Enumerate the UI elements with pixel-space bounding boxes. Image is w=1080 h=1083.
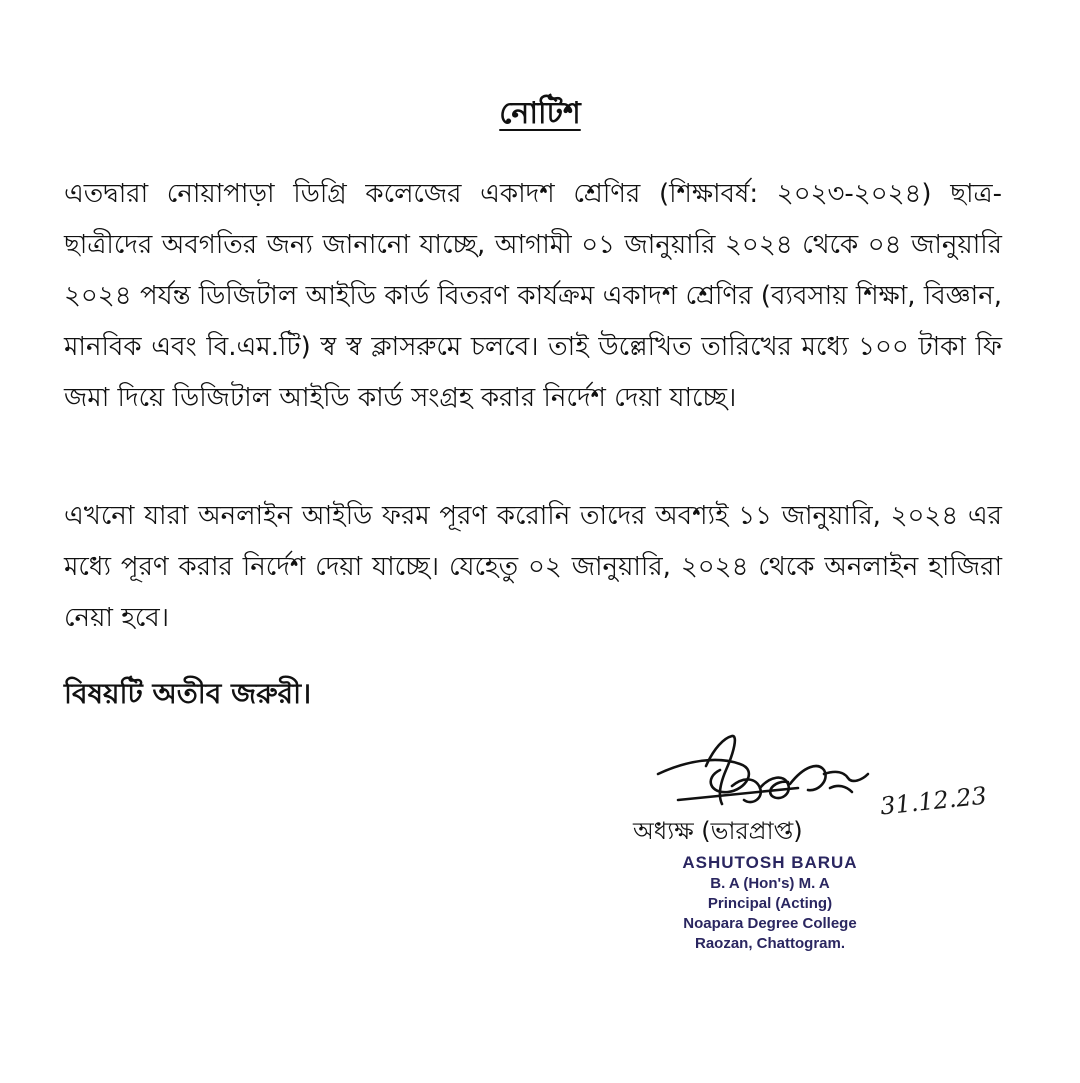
notice-paragraph-2: এখনো যারা অনলাইন আইডি ফরম পূরণ করোনি তাদের অবশ্যই ১১ জানুয়ারি, ২০২৪ এর মধ্যে পূরণ করার নির্দেশ দেয়া যাচ্ছে। যেহেতু ০২ জানুয়ারি, ২০২৪ থেকে অনলাইন হাজিরা নেয়া হবে। bbox=[64, 501, 1002, 633]
seal-college: Noapara Degree College bbox=[683, 915, 857, 932]
seal-degree: B. A (Hon's) M. A bbox=[710, 875, 830, 892]
designation-label: অধ্যক্ষ (ভারপ্রাপ্ত) bbox=[633, 817, 803, 845]
notice-paragraph-1: এতদ্বারা নোয়াপাড়া ডিগ্রি কলেজের একাদশ শ্রেণির (শিক্ষাবর্ষ: ২০২৩-২০২৪) ছাত্র-ছাত্রীদের অবগতির জন্য জানানো যাচ্ছে, আগামী ০১ জানুয়ারি ২০২৪ থেকে ০৪ জানুয়ারি ২০২৪ পর্যন্ত ডিজিটাল আইডি কার্ড বিতরণ কার্যক্রম একাদশ শ্রেণির (ব্যবসায় শিক্ষা, বিজ্ঞান, মানবিক এবং বি.এম.টি) স্ব স্ব ক্লাসরুমে চলবে। তাই উল্লেখিত তারিখের মধ্যে ১০০ টাকা ফি জমা দিয়ে ডিজিটাল আইডি কার্ড সংগ্রহ করার নির্দেশ দেয়া যাচ্ছে। bbox=[64, 179, 1002, 413]
seal-name: ASHUTOSH BARUA bbox=[682, 853, 858, 872]
seal-location: Raozan, Chattogram. bbox=[694, 935, 845, 952]
seal-title: Principal (Acting) bbox=[707, 895, 833, 912]
signature-date: 31.12.23 bbox=[878, 781, 989, 821]
notice-title bbox=[0, 92, 1080, 136]
principal-seal bbox=[640, 852, 900, 954]
urgent-note: বিষয়টি অতীব জরুরী। bbox=[64, 677, 312, 710]
notice-title-text: নোটিশ bbox=[499, 96, 581, 131]
